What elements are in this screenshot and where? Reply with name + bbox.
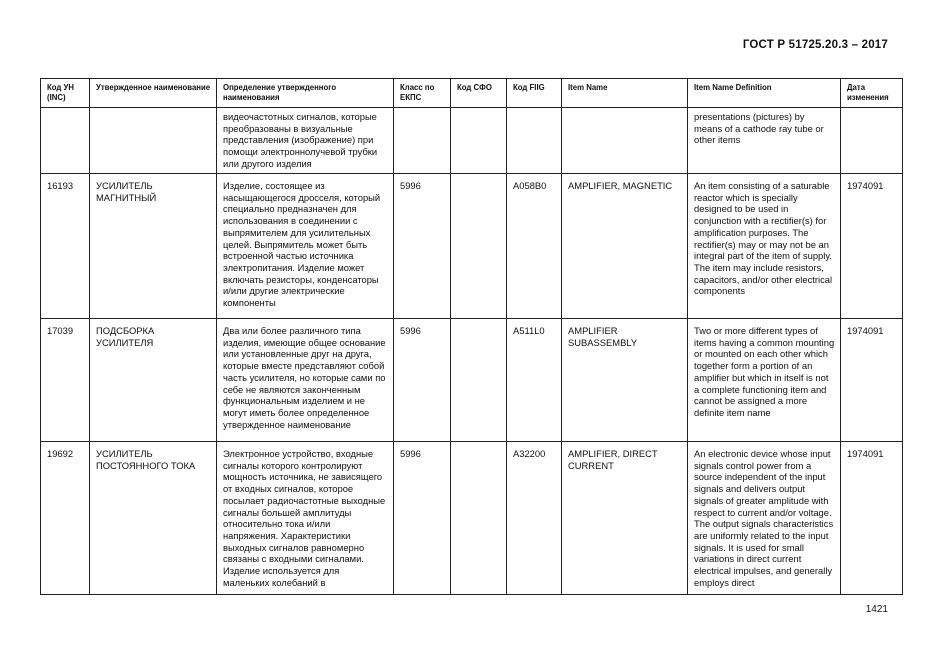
cell-date: 1974091	[841, 174, 903, 319]
cell-fiig: A511L0	[507, 319, 562, 442]
cell-inc: 17039	[41, 319, 90, 442]
cell-definition-ru: Изделие, состоящее из насыщающегося дросселя, который специально предназначен для использования в соединении с выпрямителем для усилительных целей. Выпрямитель может быть встроенной частью источника электропитания. Изделие может включать резисторы, конденсаторы и/или другие электрические компоненты	[217, 174, 394, 319]
cell-definition-ru: Два или более различного типа изделия, имеющие общее основание или установленные друг на друга, которые вместе представляют собой часть усилителя, но которые сами по себе не являются законченным функциональным изделием и не могут иметь более определенное утвержденное наименование	[217, 319, 394, 442]
cell-fiig	[507, 108, 562, 174]
cell-item-name	[562, 108, 688, 174]
table-row	[41, 319, 903, 442]
cell-name-ru: УСИЛИТЕЛЬ ПОСТОЯННОГО ТОКА	[90, 442, 217, 595]
cell-definition-ru: видеочастотных сигналов, которые преобразованы в визуальные представления (изображение) при помощи электроннолучевой трубки или другого изделия	[217, 108, 394, 174]
cell-sfo	[451, 442, 507, 595]
cell-sfo	[451, 108, 507, 174]
col-header-name-ru: Утвержденное наименование	[90, 79, 217, 108]
cell-definition-en: presentations (pictures) by means of a cathode ray tube or other items	[688, 108, 841, 174]
cell-class: 5996	[394, 442, 451, 595]
cell-item-name: AMPLIFIER, DIRECT CURRENT	[562, 442, 688, 595]
items-table	[40, 78, 903, 595]
page-number: 1421	[865, 604, 888, 615]
cell-name-ru	[90, 108, 217, 174]
col-header-inc: Код УН (INC)	[41, 79, 90, 108]
cell-class	[394, 108, 451, 174]
cell-fiig: A058B0	[507, 174, 562, 319]
cell-date	[841, 108, 903, 174]
col-header-definition-en: Item Name Definition	[688, 79, 841, 108]
cell-sfo	[451, 319, 507, 442]
cell-date: 1974091	[841, 319, 903, 442]
cell-definition-en: An item consisting of a saturable reactor which is specially designed to be used in conjunction with a rectifier(s) for amplification purposes. The rectifier(s) may or may not be an integral part of the item of supply. The item may include resistors, capacitors, and/or other electrical components	[688, 174, 841, 319]
cell-item-name: AMPLIFIER SUBASSEMBLY	[562, 319, 688, 442]
col-header-class: Класс по ЕКПС	[394, 79, 451, 108]
cell-name-ru: ПОДСБОРКА УСИЛИТЕЛЯ	[90, 319, 217, 442]
table-row	[41, 174, 903, 319]
table-header-row	[41, 79, 903, 108]
cell-fiig: A32200	[507, 442, 562, 595]
cell-inc: 19692	[41, 442, 90, 595]
col-header-sfo: Код СФО	[451, 79, 507, 108]
cell-definition-en: Two or more different types of items having a common mounting or mounted on each other which together form a portion of an amplifier but which in itself is not a complete functioning item and cannot be assigned a more definite item name	[688, 319, 841, 442]
table-row	[41, 442, 903, 595]
col-header-date: Дата изменения	[841, 79, 903, 108]
col-header-fiig: Код FIIG	[507, 79, 562, 108]
cell-item-name: AMPLIFIER, MAGNETIC	[562, 174, 688, 319]
col-header-definition-ru: Определение утвержденного наименования	[217, 79, 394, 108]
cell-name-ru: УСИЛИТЕЛЬ МАГНИТНЫЙ	[90, 174, 217, 319]
col-header-item-name: Item Name	[562, 79, 688, 108]
cell-date: 1974091	[841, 442, 903, 595]
document-header: ГОСТ Р 51725.20.3 – 2017	[742, 39, 888, 51]
cell-definition-en: An electronic device whose input signals control power from a source independent of the input signals and delivers output signals of greater amplitude with respect to current and/or voltage. The output signals characteristics are uniformly related to the input signals. It is used for small variations in direct current electrical impulses, and generally employs direct	[688, 442, 841, 595]
cell-class: 5996	[394, 174, 451, 319]
cell-class: 5996	[394, 319, 451, 442]
table-row	[41, 108, 903, 174]
cell-inc: 16193	[41, 174, 90, 319]
cell-sfo	[451, 174, 507, 319]
cell-inc	[41, 108, 90, 174]
cell-definition-ru: Электронное устройство, входные сигналы которого контролируют мощность источника, не зависящего от входных сигналов, которое посылает радиочастотные выходные сигналы большей амплитуды относительно тока и/или напряжения. Характеристики выходных сигналов равномерно связаны с входными сигналами. Изделие используется для маленьких колебаний в	[217, 442, 394, 595]
